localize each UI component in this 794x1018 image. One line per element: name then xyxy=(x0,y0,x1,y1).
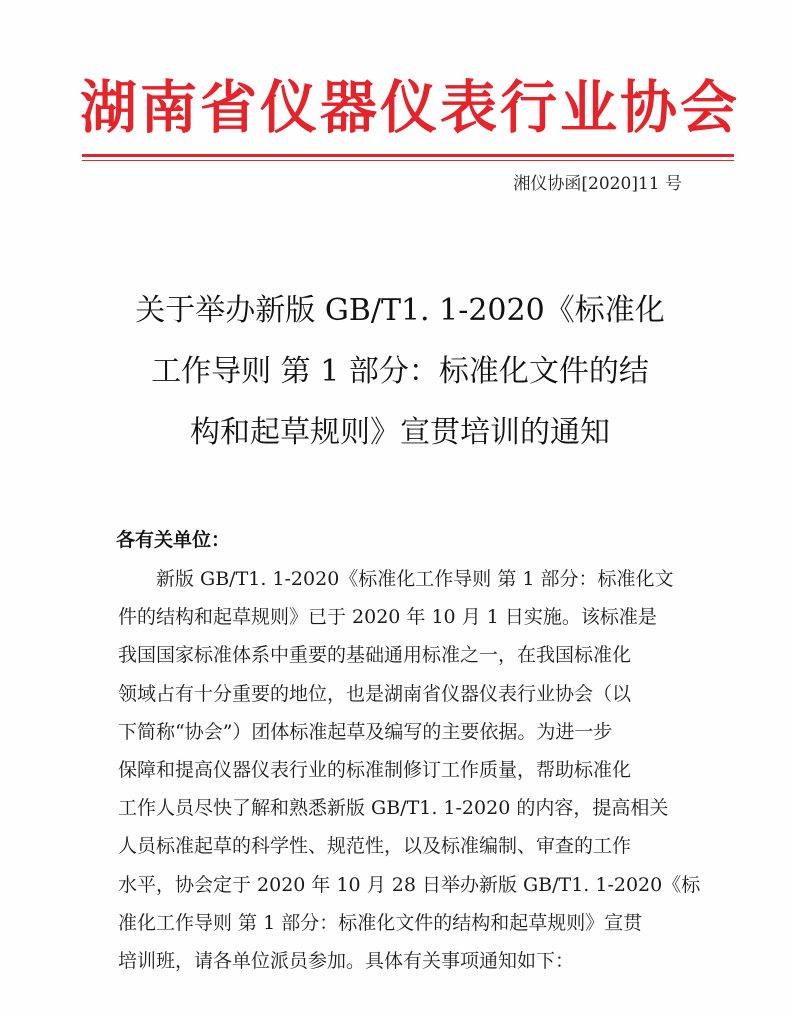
salutation: 各有关单位： xyxy=(116,529,231,551)
body-line: 我国国家标准体系中重要的基础通用标准之一，在我国标准化 xyxy=(118,644,632,667)
body-line: 保障和提高仪器仪表行业的标准制修订工作质量，帮助标准化 xyxy=(118,759,632,782)
title-line: 构和起草规则》宣贯培训的通知 xyxy=(190,415,610,450)
body-line: 准化工作导则 第 1 部分：标准化文件的结构和起草规则》宣贯 xyxy=(118,911,643,934)
body-line: 新版 GB/T1. 1-2020《标准化工作导则 第 1 部分：标准化文 xyxy=(156,568,674,590)
body-line: 人员标准起草的科学性、规范性，以及标准编制、审查的工作 xyxy=(118,835,632,858)
body-line: 下简称“协会”）团体标准起草及编写的主要依据。为进一步 xyxy=(118,720,613,743)
document-number: 湘仪协函[2020]11 号 xyxy=(513,174,682,194)
letterhead-organization-name: 湖南省仪器仪表行业协会 xyxy=(80,75,740,141)
body-line: 培训班，请各单位派员参加。具体有关事项通知如下： xyxy=(118,950,575,973)
body-line: 工作人员尽快了解和熟悉新版 GB/T1. 1-2020 的内容，提高相关 xyxy=(118,797,669,820)
title-line: 工作导则 第 1 部分：标准化文件的结 xyxy=(151,354,649,389)
letterhead-red-rule-thin xyxy=(82,160,734,161)
body-line: 水平，协会定于 2020 年 10 月 28 日举办新版 GB/T1. 1-2020《标 xyxy=(118,873,701,896)
body-paragraph xyxy=(118,560,701,980)
body-line: 领域占有十分重要的地位，也是湖南省仪器仪表行业协会（以 xyxy=(118,682,632,705)
title-line: 关于举办新版 GB/T1. 1-2020《标准化 xyxy=(135,293,665,328)
letterhead-red-rule xyxy=(82,154,734,157)
document-title xyxy=(100,280,700,463)
body-line: 件的结构和起草规则》已于 2020 年 10 月 1 日实施。该标准是 xyxy=(118,606,657,629)
